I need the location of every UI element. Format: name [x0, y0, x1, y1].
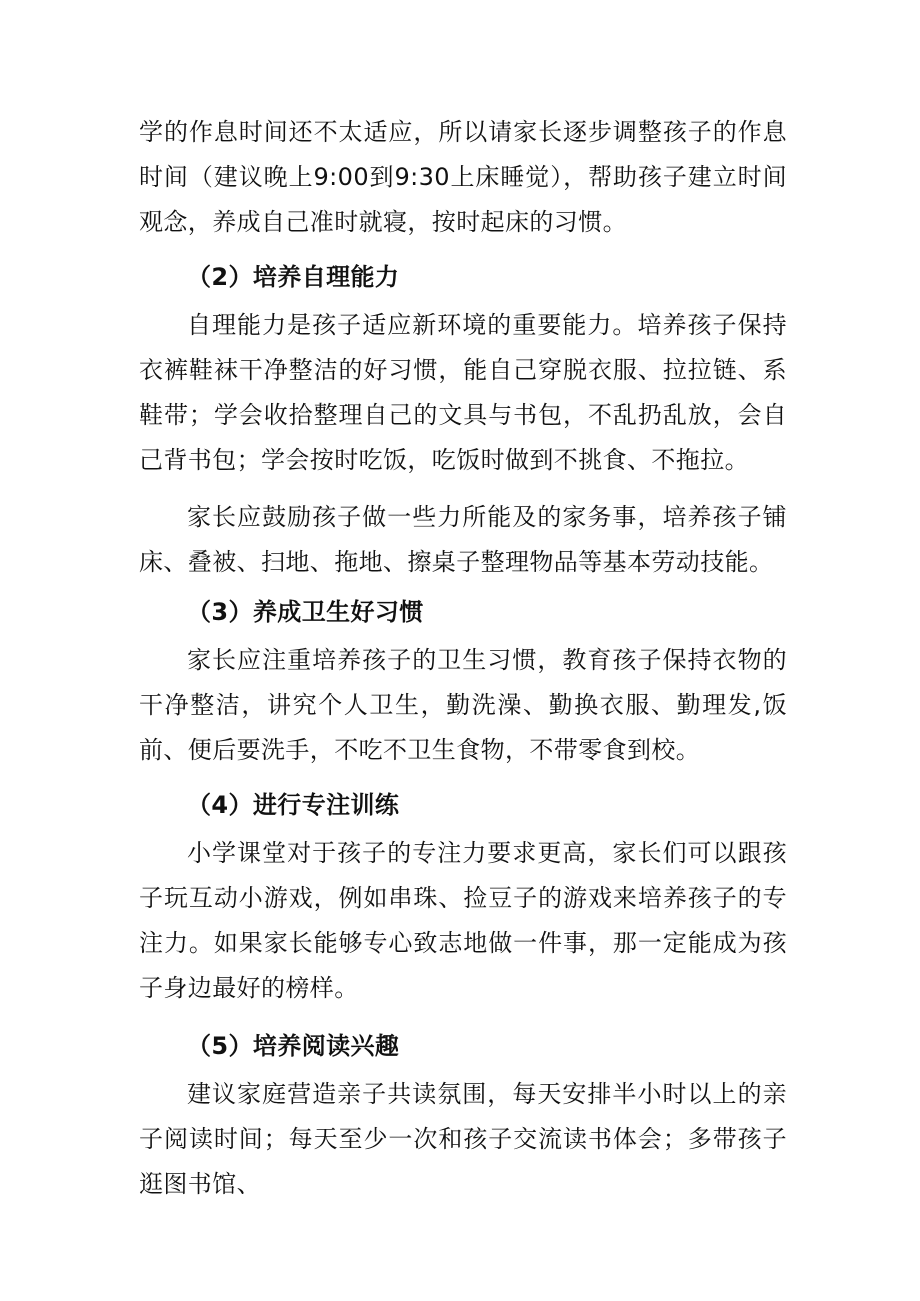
paragraph-reading-interest: 建议家庭营造亲子共读氛围，每天安排半小时以上的亲子阅读时间；每天至少一次和孩子交流读书体会；多带孩子逛图书馆、 [139, 1080, 787, 1198]
paragraph-focus-training: 小学课堂对于孩子的专注力要求更高，家长们可以跟孩子玩互动小游戏，例如串珠、捡豆子的游戏来培养孩子的专注力。如果家长能够专心致志地做一件事，那一定能成为孩子身边最好的榜样。 [139, 839, 787, 1002]
paragraph-self-care-skills: 自理能力是孩子适应新环境的重要能力。培养孩子保持衣裤鞋袜干净整洁的好习惯，能自己穿脱衣服、拉拉链、系鞋带；学会收拾整理自己的文具与书包，不乱扔乱放，会自己背书包；学会按时吃饭，吃饭时做到不挑食、不拖拉。 [139, 311, 787, 474]
heading-self-care: （2）培养自理能力 [187, 263, 400, 291]
heading-reading-interest: （5）培养阅读兴趣 [187, 1032, 400, 1060]
paragraph-housework: 家长应鼓励孩子做一些力所能及的家务事，培养孩子铺床、叠被、扫地、拖地、擦桌子整理物品等基本劳动技能。 [139, 503, 787, 576]
paragraph-hygiene: 家长应注重培养孩子的卫生习惯，教育孩子保持衣物的干净整洁，讲究个人卫生，勤洗澡、勤换衣服、勤理发,饭前、便后要洗手，不吃不卫生食物，不带零食到校。 [139, 646, 787, 764]
heading-focus-training: （4）进行专注训练 [187, 791, 400, 819]
heading-hygiene: （3）养成卫生好习惯 [187, 598, 424, 626]
paragraph-schedule-continuation: 学的作息时间还不太适应，所以请家长逐步调整孩子的作息时间（建议晚上9:00到9:30上床睡觉），帮助孩子建立时间观念，养成自己准时就寝，按时起床的习惯。 [139, 118, 787, 236]
